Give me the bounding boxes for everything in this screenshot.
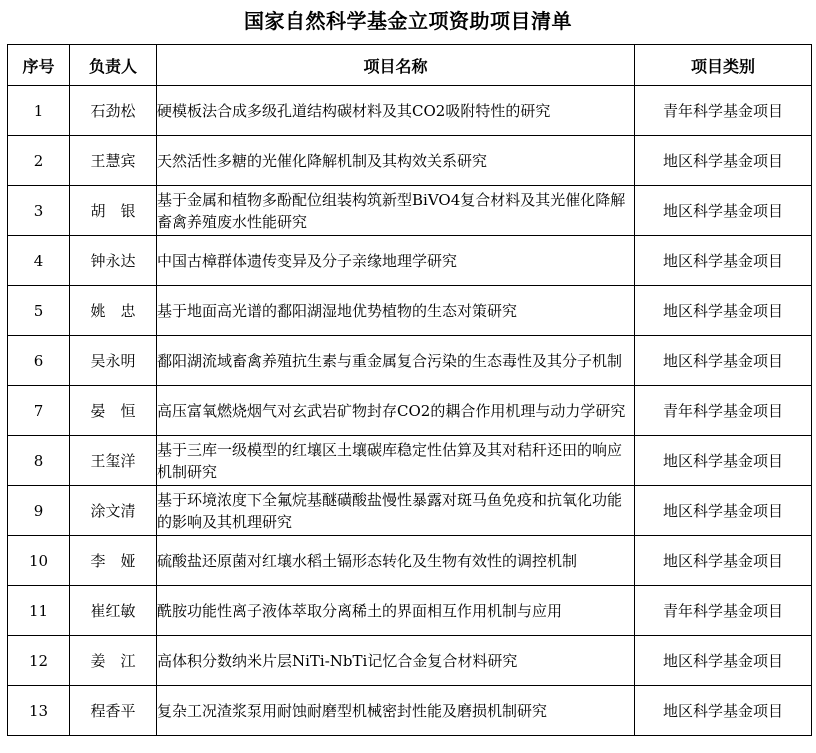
row-project-name: 硬模板法合成多级孔道结构碳材料及其CO2吸附特性的研究 — [157, 86, 635, 136]
row-project-type: 地区科学基金项目 — [635, 186, 812, 236]
table-row — [8, 186, 812, 236]
project-table — [7, 44, 812, 736]
row-number: 13 — [8, 686, 70, 736]
row-person: 李 娅 — [70, 536, 157, 586]
row-number: 2 — [8, 136, 70, 186]
table-row — [8, 486, 812, 536]
row-project-name: 高体积分数纳米片层NiTi-NbTi记忆合金复合材料研究 — [157, 636, 635, 686]
row-person: 晏 恒 — [70, 386, 157, 436]
row-number: 12 — [8, 636, 70, 686]
row-project-name: 酰胺功能性离子液体萃取分离稀土的界面相互作用机制与应用 — [157, 586, 635, 636]
row-person: 姚 忠 — [70, 286, 157, 336]
table-row — [8, 686, 812, 736]
row-person: 王慧宾 — [70, 136, 157, 186]
row-project-type: 地区科学基金项目 — [635, 636, 812, 686]
row-person: 王玺洋 — [70, 436, 157, 486]
row-number: 10 — [8, 536, 70, 586]
row-number: 8 — [8, 436, 70, 486]
row-number: 4 — [8, 236, 70, 286]
row-number: 6 — [8, 336, 70, 386]
header-person: 负责人 — [70, 45, 157, 86]
row-project-name: 基于地面高光谱的鄱阳湖湿地优势植物的生态对策研究 — [157, 286, 635, 336]
row-project-name: 复杂工况渣浆泵用耐蚀耐磨型机械密封性能及磨损机制研究 — [157, 686, 635, 736]
table-row — [8, 536, 812, 586]
row-project-name: 高压富氧燃烧烟气对玄武岩矿物封存CO2的耦合作用机理与动力学研究 — [157, 386, 635, 436]
table-row — [8, 86, 812, 136]
row-project-name: 硫酸盐还原菌对红壤水稻土镉形态转化及生物有效性的调控机制 — [157, 536, 635, 586]
table-row — [8, 236, 812, 286]
row-project-name: 中国古樟群体遗传变异及分子亲缘地理学研究 — [157, 236, 635, 286]
row-number: 11 — [8, 586, 70, 636]
header-row — [8, 45, 812, 86]
row-project-name: 基于环境浓度下全氟烷基醚磺酸盐慢性暴露对斑马鱼免疫和抗氧化功能的影响及其机理研究 — [157, 486, 635, 536]
row-project-name: 基于三库一级模型的红壤区土壤碳库稳定性估算及其对秸秆还田的响应机制研究 — [157, 436, 635, 486]
row-project-type: 地区科学基金项目 — [635, 436, 812, 486]
row-project-type: 地区科学基金项目 — [635, 536, 812, 586]
row-project-type: 青年科学基金项目 — [635, 86, 812, 136]
row-project-type: 地区科学基金项目 — [635, 486, 812, 536]
table-body — [8, 86, 812, 736]
table-row — [8, 286, 812, 336]
table-header — [8, 45, 812, 86]
header-no: 序号 — [8, 45, 70, 86]
row-person: 吴永明 — [70, 336, 157, 386]
row-project-name: 天然活性多糖的光催化降解机制及其构效关系研究 — [157, 136, 635, 186]
row-project-type: 地区科学基金项目 — [635, 286, 812, 336]
row-project-type: 青年科学基金项目 — [635, 586, 812, 636]
header-project-name: 项目名称 — [157, 45, 635, 86]
table-row — [8, 136, 812, 186]
row-number: 9 — [8, 486, 70, 536]
row-number: 7 — [8, 386, 70, 436]
row-person: 程香平 — [70, 686, 157, 736]
row-person: 姜 江 — [70, 636, 157, 686]
row-number: 3 — [8, 186, 70, 236]
table-row — [8, 436, 812, 486]
header-project-type: 项目类别 — [635, 45, 812, 86]
row-project-type: 青年科学基金项目 — [635, 386, 812, 436]
row-project-name: 鄱阳湖流域畜禽养殖抗生素与重金属复合污染的生态毒性及其分子机制 — [157, 336, 635, 386]
row-project-type: 地区科学基金项目 — [635, 136, 812, 186]
page-title: 国家自然科学基金立项资助项目清单 — [244, 9, 572, 33]
row-person: 胡 银 — [70, 186, 157, 236]
table-row — [8, 586, 812, 636]
row-project-type: 地区科学基金项目 — [635, 236, 812, 286]
row-person: 崔红敏 — [70, 586, 157, 636]
row-person: 涂文清 — [70, 486, 157, 536]
row-project-type: 地区科学基金项目 — [635, 336, 812, 386]
table-row — [8, 386, 812, 436]
row-person: 石劲松 — [70, 86, 157, 136]
row-project-name: 基于金属和植物多酚配位组装构筑新型BiVO4复合材料及其光催化降解畜禽养殖废水性能研究 — [157, 186, 635, 236]
row-number: 5 — [8, 286, 70, 336]
row-number: 1 — [8, 86, 70, 136]
table-row — [8, 636, 812, 686]
row-person: 钟永达 — [70, 236, 157, 286]
row-project-type: 地区科学基金项目 — [635, 686, 812, 736]
table-row — [8, 336, 812, 386]
